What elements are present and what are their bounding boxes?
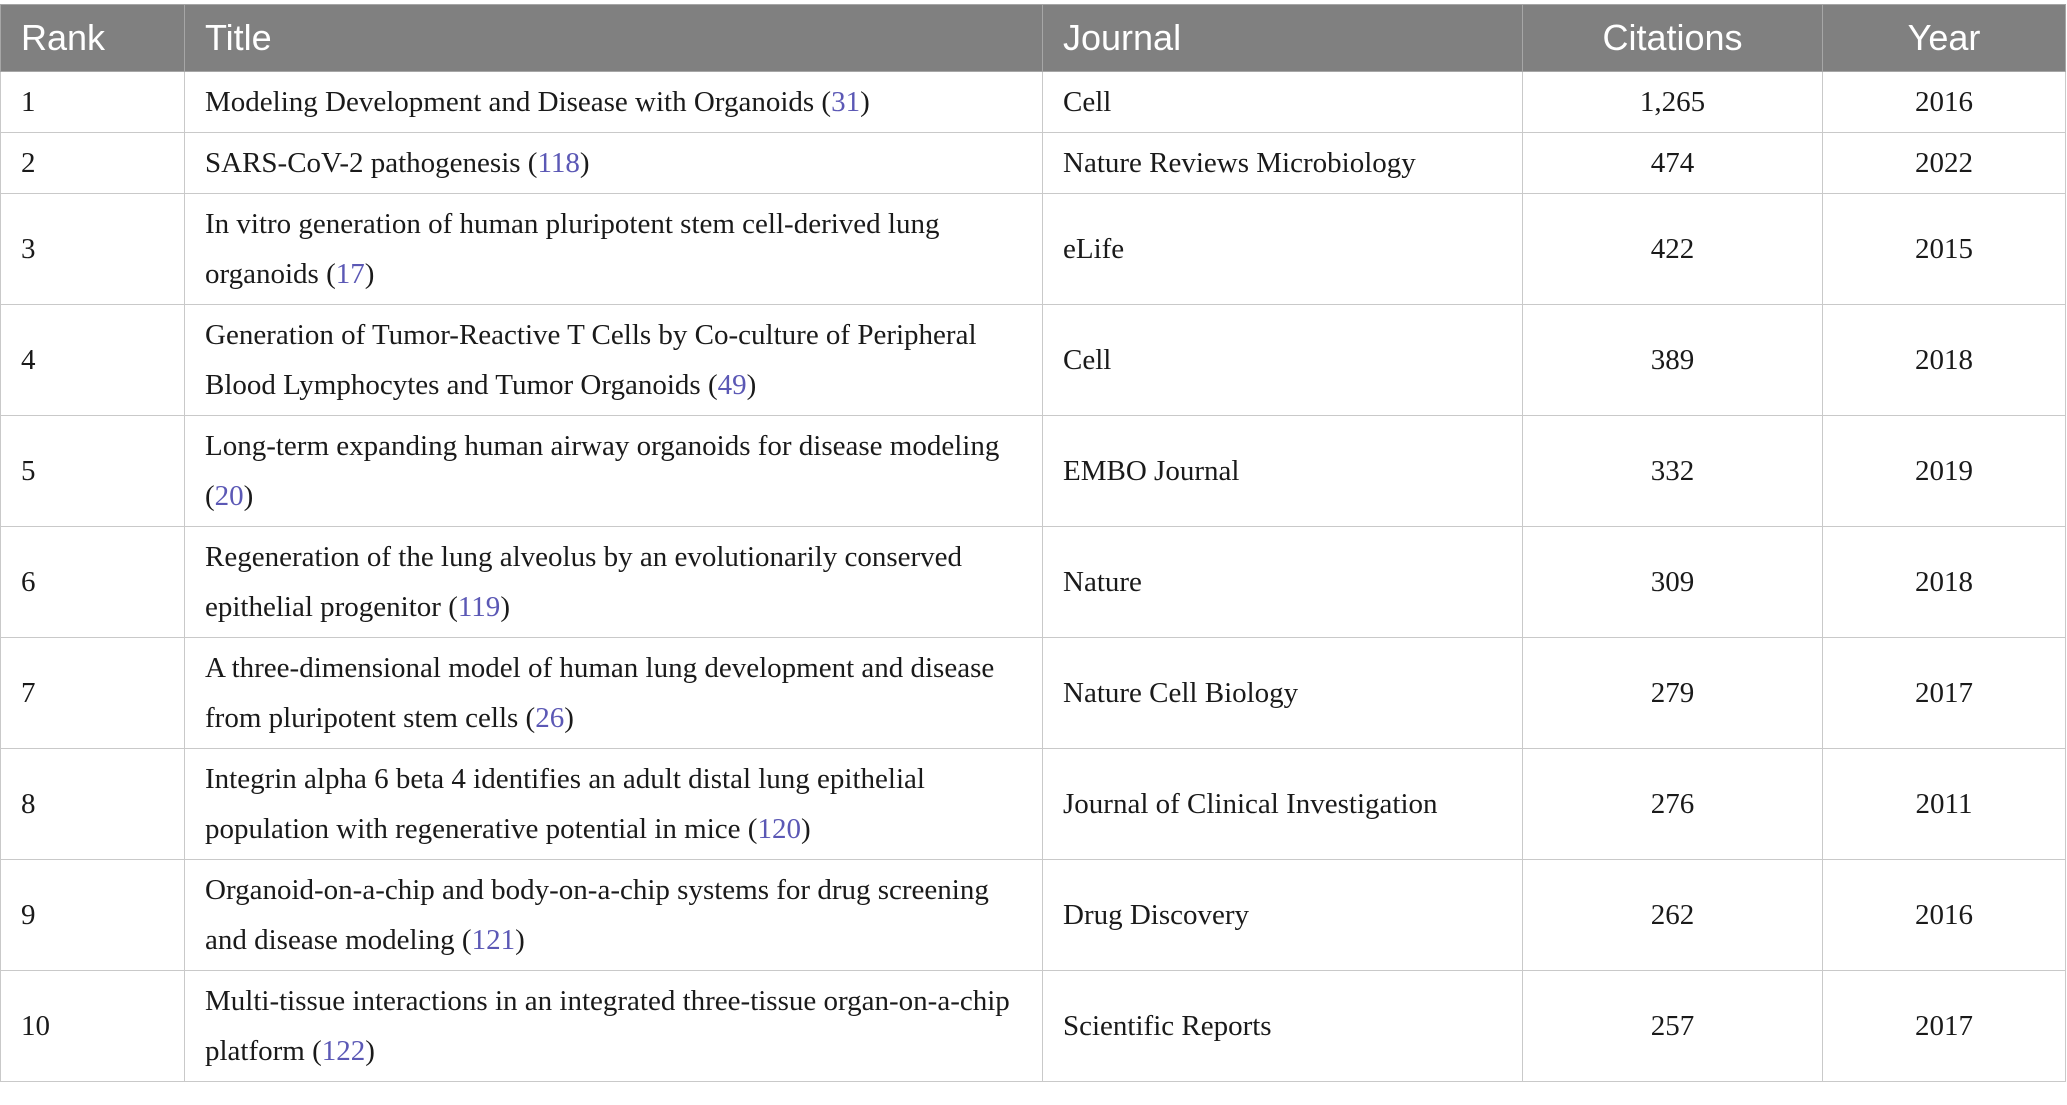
citations-cell: 309 bbox=[1523, 527, 1823, 638]
reference-link[interactable]: 122 bbox=[321, 1035, 366, 1067]
title-text: Generation of Tumor-Reactive T Cells by Co-culture of Peripheral Blood Lymphocytes and Tumor Organoids bbox=[205, 319, 977, 401]
citations-cell: 332 bbox=[1523, 416, 1823, 527]
citations-cell: 276 bbox=[1523, 749, 1823, 860]
year-cell: 2017 bbox=[1823, 638, 2066, 749]
rank-cell: 4 bbox=[1, 305, 185, 416]
table-row bbox=[1, 194, 2066, 305]
title-cell: Integrin alpha 6 beta 4 identifies an adult distal lung epithelial population with regenerative potential in mice (120) bbox=[185, 749, 1043, 860]
citations-cell: 262 bbox=[1523, 860, 1823, 971]
year-cell: 2011 bbox=[1823, 749, 2066, 860]
header-title: Title bbox=[185, 5, 1043, 72]
citations-cell: 422 bbox=[1523, 194, 1823, 305]
header-year: Year bbox=[1823, 5, 2066, 72]
citations-cell: 279 bbox=[1523, 638, 1823, 749]
reference-link[interactable]: 20 bbox=[214, 480, 244, 512]
year-cell: 2016 bbox=[1823, 860, 2066, 971]
title-text: SARS-CoV-2 pathogenesis bbox=[205, 147, 521, 179]
header-journal: Journal bbox=[1043, 5, 1523, 72]
reference-link[interactable]: 26 bbox=[535, 702, 565, 734]
reference-link[interactable]: 31 bbox=[831, 86, 861, 118]
journal-cell: Cell bbox=[1043, 305, 1523, 416]
rank-cell: 1 bbox=[1, 72, 185, 133]
journal-cell: Nature bbox=[1043, 527, 1523, 638]
title-cell: Organoid-on-a-chip and body-on-a-chip systems for drug screening and disease modeling (121) bbox=[185, 860, 1043, 971]
table-row bbox=[1, 860, 2066, 971]
year-cell: 2017 bbox=[1823, 971, 2066, 1082]
table-body bbox=[1, 72, 2066, 1082]
citations-cell: 474 bbox=[1523, 133, 1823, 194]
rank-cell: 7 bbox=[1, 638, 185, 749]
citations-cell: 257 bbox=[1523, 971, 1823, 1082]
rank-cell: 2 bbox=[1, 133, 185, 194]
table-row bbox=[1, 971, 2066, 1082]
journal-cell: Scientific Reports bbox=[1043, 971, 1523, 1082]
title-text: Multi-tissue interactions in an integrated three-tissue organ-on-a-chip platform bbox=[205, 985, 1010, 1067]
rank-cell: 8 bbox=[1, 749, 185, 860]
title-cell: Long-term expanding human airway organoids for disease modeling (20) bbox=[185, 416, 1043, 527]
title-cell: Generation of Tumor-Reactive T Cells by Co-culture of Peripheral Blood Lymphocytes and Tumor Organoids (49) bbox=[185, 305, 1043, 416]
title-text: Long-term expanding human airway organoids for disease modeling bbox=[205, 430, 1000, 462]
journal-cell: Nature Cell Biology bbox=[1043, 638, 1523, 749]
rank-cell: 6 bbox=[1, 527, 185, 638]
title-text: Organoid-on-a-chip and body-on-a-chip systems for drug screening and disease modeling bbox=[205, 874, 989, 956]
citations-table bbox=[0, 4, 2066, 1082]
title-cell: Multi-tissue interactions in an integrated three-tissue organ-on-a-chip platform (122) bbox=[185, 971, 1043, 1082]
year-cell: 2022 bbox=[1823, 133, 2066, 194]
reference-link[interactable]: 49 bbox=[717, 369, 747, 401]
table-header bbox=[1, 5, 2066, 72]
reference-link[interactable]: 119 bbox=[457, 591, 501, 623]
journal-cell: eLife bbox=[1043, 194, 1523, 305]
journal-cell: Cell bbox=[1043, 72, 1523, 133]
year-cell: 2016 bbox=[1823, 72, 2066, 133]
journal-cell: Nature Reviews Microbiology bbox=[1043, 133, 1523, 194]
year-cell: 2018 bbox=[1823, 305, 2066, 416]
year-cell: 2018 bbox=[1823, 527, 2066, 638]
title-cell: Modeling Development and Disease with Organoids (31) bbox=[185, 72, 1043, 133]
title-cell: A three-dimensional model of human lung development and disease from pluripotent stem cells (26) bbox=[185, 638, 1043, 749]
title-text: Integrin alpha 6 beta 4 identifies an adult distal lung epithelial population with regenerative potential in mice bbox=[205, 763, 925, 845]
journal-cell: Journal of Clinical Investigation bbox=[1043, 749, 1523, 860]
reference-link[interactable]: 121 bbox=[471, 924, 516, 956]
table-row bbox=[1, 133, 2066, 194]
year-cell: 2019 bbox=[1823, 416, 2066, 527]
rank-cell: 5 bbox=[1, 416, 185, 527]
table-row bbox=[1, 72, 2066, 133]
journal-cell: EMBO Journal bbox=[1043, 416, 1523, 527]
table-row bbox=[1, 416, 2066, 527]
citations-cell: 1,265 bbox=[1523, 72, 1823, 133]
reference-link[interactable]: 17 bbox=[335, 258, 365, 290]
title-text: Regeneration of the lung alveolus by an evolutionarily conserved epithelial progenitor bbox=[205, 541, 963, 623]
header-citations: Citations bbox=[1523, 5, 1823, 72]
table-row bbox=[1, 749, 2066, 860]
header-row bbox=[1, 5, 2066, 72]
table-row bbox=[1, 305, 2066, 416]
title-cell: Regeneration of the lung alveolus by an evolutionarily conserved epithelial progenitor (119) bbox=[185, 527, 1043, 638]
title-text: A three-dimensional model of human lung development and disease from pluripotent stem cells bbox=[205, 652, 995, 734]
journal-cell: Drug Discovery bbox=[1043, 860, 1523, 971]
reference-link[interactable]: 120 bbox=[757, 813, 801, 845]
year-cell: 2015 bbox=[1823, 194, 2066, 305]
rank-cell: 10 bbox=[1, 971, 185, 1082]
title-cell: In vitro generation of human pluripotent stem cell-derived lung organoids (17) bbox=[185, 194, 1043, 305]
table-row bbox=[1, 527, 2066, 638]
title-text: Modeling Development and Disease with Organoids bbox=[205, 86, 815, 118]
title-text: In vitro generation of human pluripotent stem cell-derived lung organoids bbox=[205, 208, 940, 290]
title-cell: SARS-CoV-2 pathogenesis (118) bbox=[185, 133, 1043, 194]
citations-cell: 389 bbox=[1523, 305, 1823, 416]
table-row bbox=[1, 638, 2066, 749]
rank-cell: 9 bbox=[1, 860, 185, 971]
rank-cell: 3 bbox=[1, 194, 185, 305]
header-rank: Rank bbox=[1, 5, 185, 72]
reference-link[interactable]: 118 bbox=[537, 147, 580, 179]
